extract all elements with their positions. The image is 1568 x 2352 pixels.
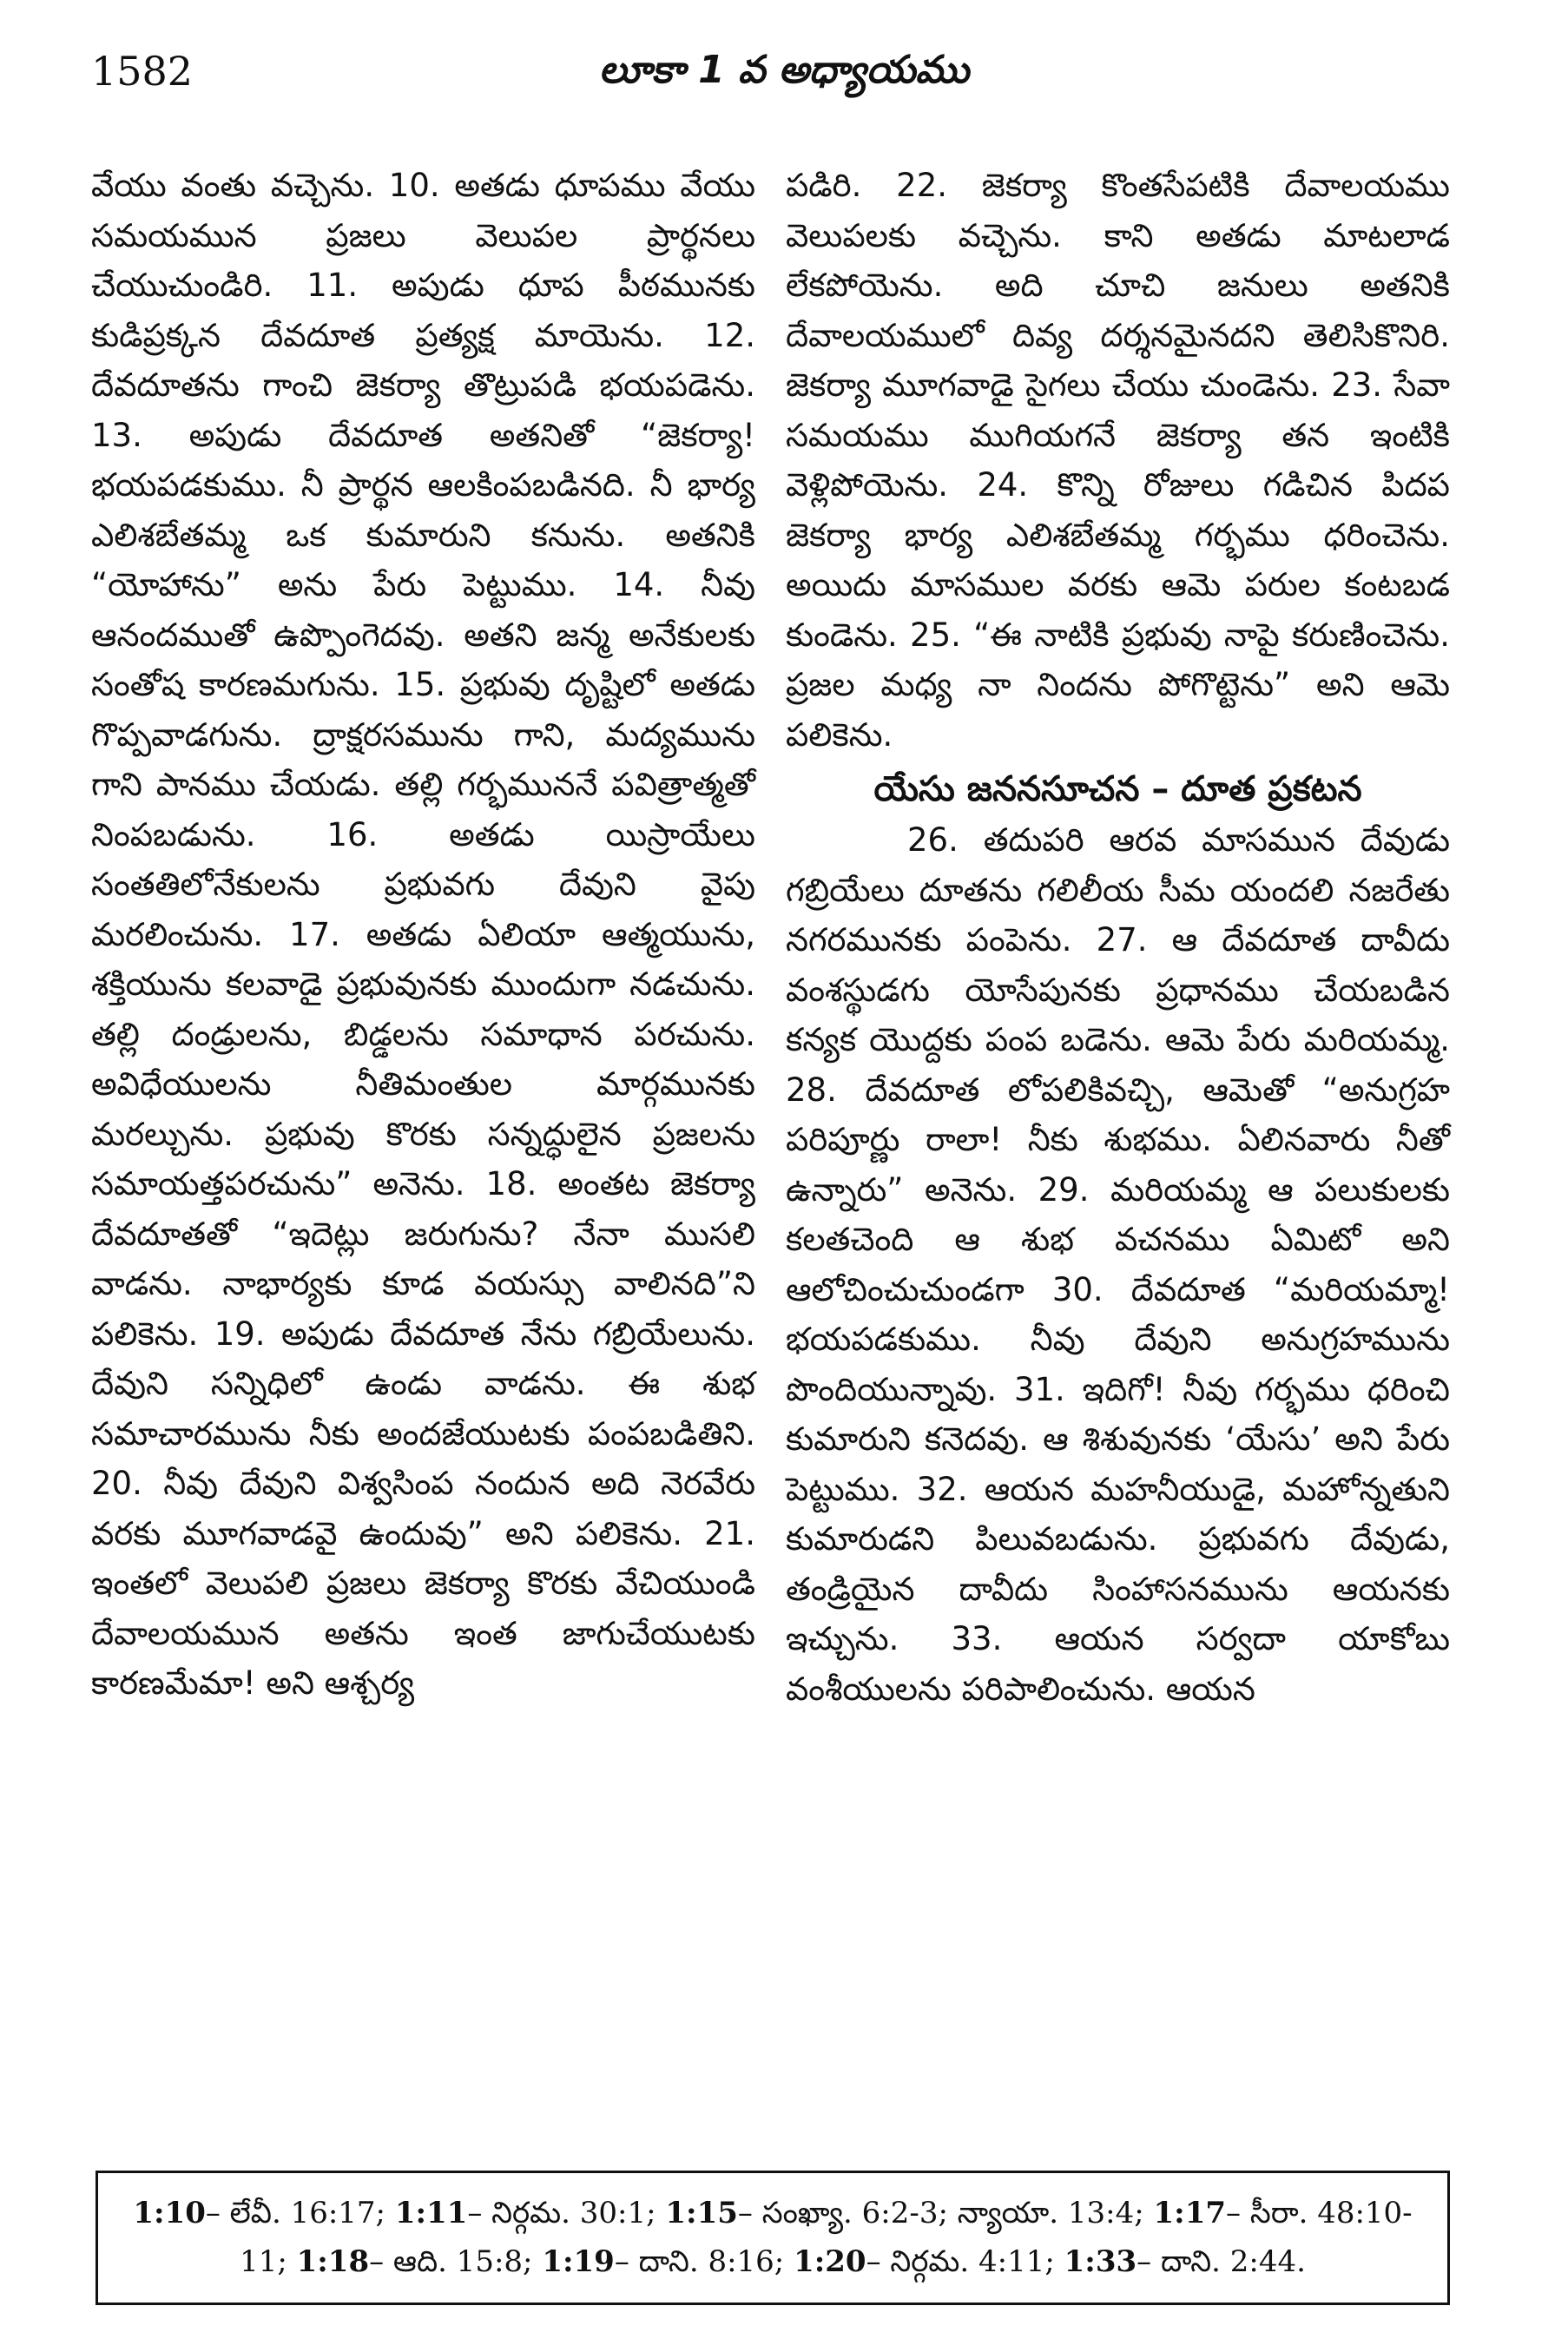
footnote-ref: 1:17 [1153,2196,1227,2230]
footnote-ref: 1:20 [794,2244,866,2279]
footnote-text: – నిర్గమ. 30:1; [467,2196,656,2230]
footnote-text: – నిర్గమ. 4:11; [866,2244,1055,2279]
footnote-ref: 1:11 [394,2196,468,2230]
cross-reference-box [96,2171,1450,2305]
footnote-text: – సీరా. 48:10-11; [240,2196,1413,2279]
footnote-item [133,2196,385,2230]
footnote-item [1064,2244,1306,2279]
footnote-text: – దాని. 2:44. [1136,2244,1306,2279]
footnote-text: – సంఖ్యా. 6:2-3; న్యాయా. 13:4; [737,2196,1144,2230]
footnote-item [297,2244,533,2279]
footnote-item [665,2196,1143,2230]
footnote-ref: 1:33 [1064,2244,1137,2279]
footnote-ref: 1:10 [133,2196,206,2230]
left-column-text: వేయు వంతు వచ్చెను. 10. అతడు ధూపము వేయు సమయమున ప్రజలు వెలుపల ప్రార్థనలు చేయుచుండిరి. 11. అపుడు ధూప పీఠమునకు కుడిప్రక్కన దేవదూత ప్రత్యక్ష మాయెను. 12. దేవదూతను గాంచి జెకర్యా తొట్రుపడి భయపడెను. 13. అపుడు దేవదూత అతనితో “జెకర్యా! భయపడకుము. నీ ప్రార్థన ఆలకింపబడినది. నీ భార్య ఎలిశబేతమ్మ ఒక కుమారుని కనును. అతనికి “యోహాను” అను పేరు పెట్టుము. 14. నీవు ఆనందముతో ఉప్పొంగెదవు. అతని జన్మ అనేకులకు సంతోష కారణమగును. 15. ప్రభువు దృష్టిలో అతడు గొప్పవాడగును. ద్రాక్షరసమును గాని, మద్యమును గాని పానము చేయడు. తల్లి గర్భముననే పవిత్రాత్మతో నింపబడును. 16. అతడు యిస్రాయేలు సంతతిలోనేకులను ప్రభువగు దేవుని వైపు మరలించును. 17. అతడు ఏలియా ఆత్మయును, శక్తియును కలవాడై ప్రభువునకు ముందుగా నడచును. తల్లి దండ్రులను, బిడ్డలను సమాధాన పరచును. అవిధేయులను నీతిమంతుల మార్గమునకు మరల్చును. ప్రభువు కొరకు సన్నద్ధులైన ప్రజలను సమాయత్తపరచును” అనెను. 18. అంతట జెకర్యా దేవదూతతో “ఇదెట్లు జరుగును? నేనా ముసలి వాడను. నాభార్యకు కూడ వయస్సు వాలినది”ని పలికెను. 19. అపుడు దేవదూత నేను గబ్రియేలును. దేవుని సన్నిధిలో ఉండు వాడను. ఈ శుభ సమాచారమును నీకు అందజేయుటకు పంపబడితిని. 20. నీవు దేవుని విశ్వసింప నందున అది నెరవేరు వరకు మూగవాడవై ఉందువు” అని పలికెను. 21. ఇంతలో వెలుపలి ప్రజలు జెకర్యా కొరకు వేచియుండి దేవాలయమున అతను ఇంత జాగుచేయుటకు కారణమేమా! అని ఆశ్చర్య [91,167,755,1702]
running-title: లూకా 1 వ అధ్యాయము [598,48,970,92]
footnote-item [542,2244,784,2279]
section-heading: యేసు జననసూచన – దూత ప్రకటన [873,769,1362,809]
right-column-text-before-heading: పడిరి. 22. జెకర్యా కొంతసేపటికి దేవాలయము వెలుపలకు వచ్చెను. కాని అతడు మాటలాడ లేకపోయెను. అది చూచి జనులు అతనికి దేవాలయములో దివ్య దర్శనమైనదని తెలిసికొనిరి. జెకర్యా మూగవాడై సైగలు చేయు చుండెను. 23. సేవా సమయము ముగియగనే జెకర్యా తన ఇంటికి వెళ్లిపోయెను. 24. కొన్ని రోజులు గడిచిన పిదప జెకర్యా భార్య ఎలిశబేతమ్మ గర్భము ధరించెను. అయిదు మాసముల వరకు ఆమె పరుల కంటబడ కుండెను. 25. “ఈ నాటికి ప్రభువు నాపై కరుణించెను. ప్రజల మధ్య నా నిందను పోగొట్టెను” అని ఆమె పలికెను. [786,167,1450,754]
footnote-item [794,2244,1055,2279]
footnote-ref: 1:15 [665,2196,738,2230]
right-column [786,161,1450,1714]
right-column-text-after-heading: 26. తదుపరి ఆరవ మాసమున దేవుడు గబ్రియేలు దూతను గలిలీయ సీమ యందలి నజరేతు నగరమునకు పంపెను. 27. ఆ దేవదూత దావీదు వంశస్థుడగు యోసేపునకు ప్రధానము చేయబడిన కన్యక యొద్దకు పంప బడెను. ఆమె పేరు మరియమ్మ. 28. దేవదూత లోపలికివచ్చి, ఆమెతో “అనుగ్రహ పరిపూర్ణు రాలా! నీకు శుభము. ఏలినవారు నీతో ఉన్నారు” అనెను. 29. మరియమ్మ ఆ పలుకులకు కలతచెంది ఆ శుభ వచనము ఏమిటో అని ఆలోచించుచుండగా 30. దేవదూత “మరియమ్మా! భయపడకుము. నీవు దేవుని అనుగ్రహమును పొందియున్నావు. 31. ఇదిగో! నీవు గర్భము ధరించి కుమారుని కనెదవు. ఆ శిశువునకు ‘యేసు’ అని పేరు పెట్టుము. 32. ఆయన మహనీయుడై, మహోన్నతుని కుమారుడని పిలువబడును. ప్రభువగు దేవుడు, తండ్రియైన దావీదు సింహాసనమును ఆయనకు ఇచ్చును. 33. ఆయన సర్వదా యాకోబు వంశీయులను పరిపాలించును. ఆయన [786,821,1450,1708]
page-number: 1582 [91,48,194,95]
footnote-text: – దాని. 8:16; [614,2244,785,2279]
footnote-text: – లేవీ. 16:17; [205,2196,385,2230]
footnote-text: – ఆది. 15:8; [369,2244,533,2279]
footnote-ref: 1:18 [296,2244,370,2279]
footnote-item [395,2196,656,2230]
footnote-ref: 1:19 [542,2244,615,2279]
left-column [91,161,755,1709]
page-header [91,48,1477,109]
